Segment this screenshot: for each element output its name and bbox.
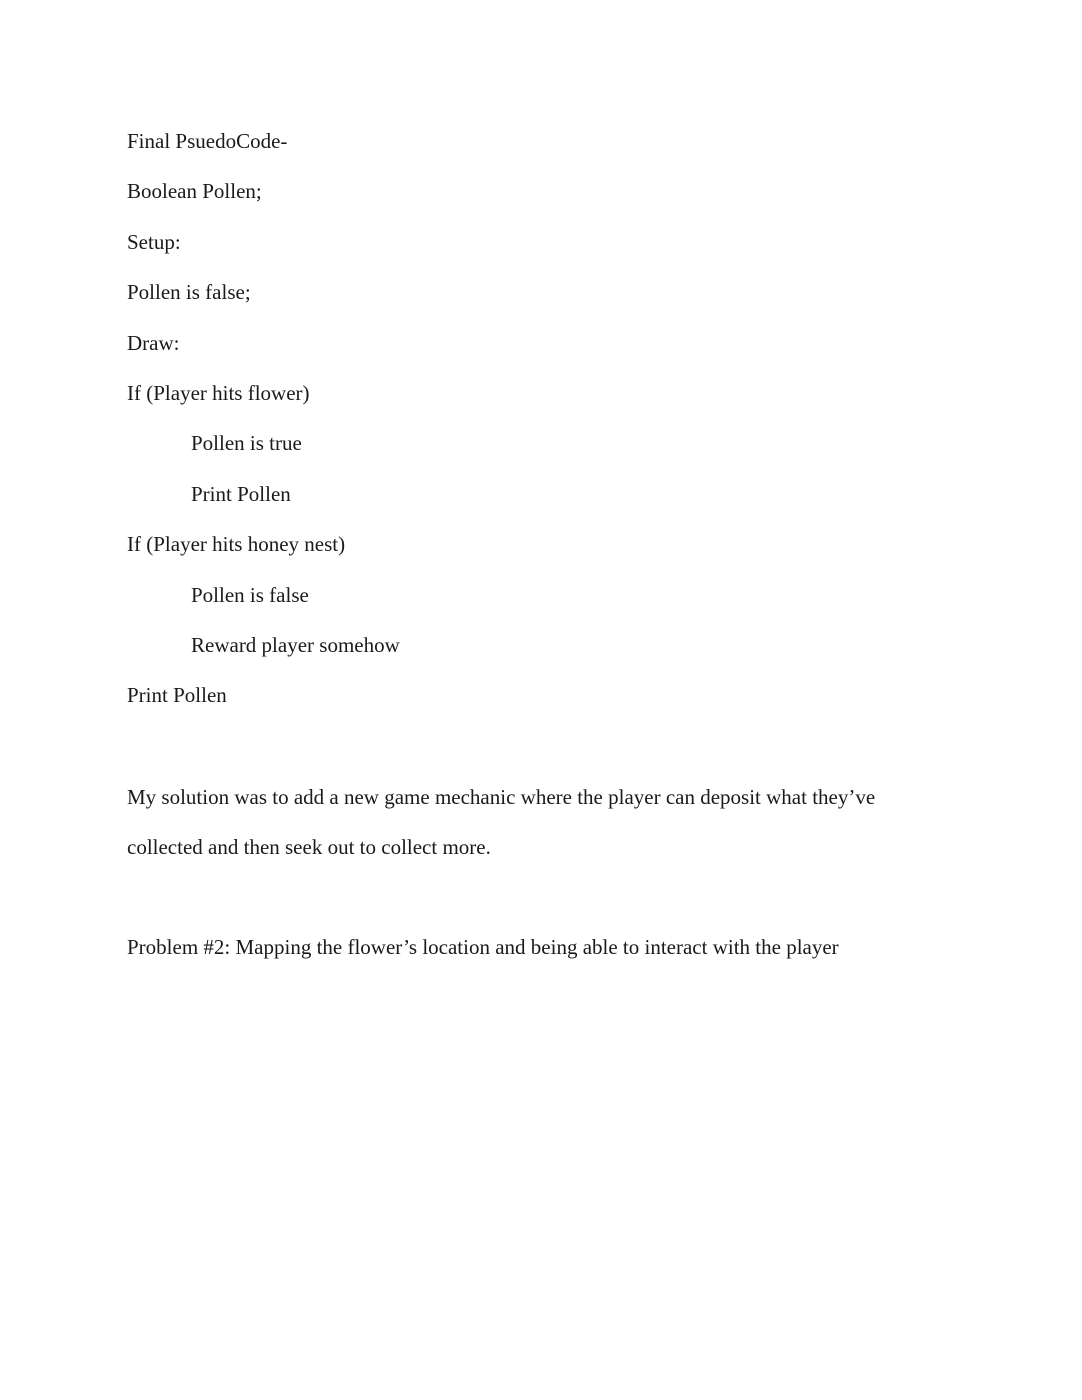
code-line-indented: Print Pollen [191,482,291,506]
code-line: Setup: [127,230,181,254]
code-line-indented: Pollen is false [191,583,309,607]
pseudocode-title: Final PsuedoCode- [127,129,288,153]
code-line: Pollen is false; [127,280,251,304]
solution-paragraph-line-2: collected and then seek out to collect more. [127,835,491,859]
code-line-indented: Reward player somehow [191,633,400,657]
code-line: Boolean Pollen; [127,179,262,203]
code-line: If (Player hits honey nest) [127,532,346,556]
solution-paragraph-line-1: My solution was to add a new game mechanic where the player can deposit what they’ve [127,785,876,809]
problem-statement: Problem #2: Mapping the flower’s location and being able to interact with the player [127,935,839,959]
code-line: Draw: [127,331,180,355]
code-line: Print Pollen [127,683,227,707]
code-line: If (Player hits flower) [127,381,310,405]
code-line-indented: Pollen is true [191,431,302,455]
